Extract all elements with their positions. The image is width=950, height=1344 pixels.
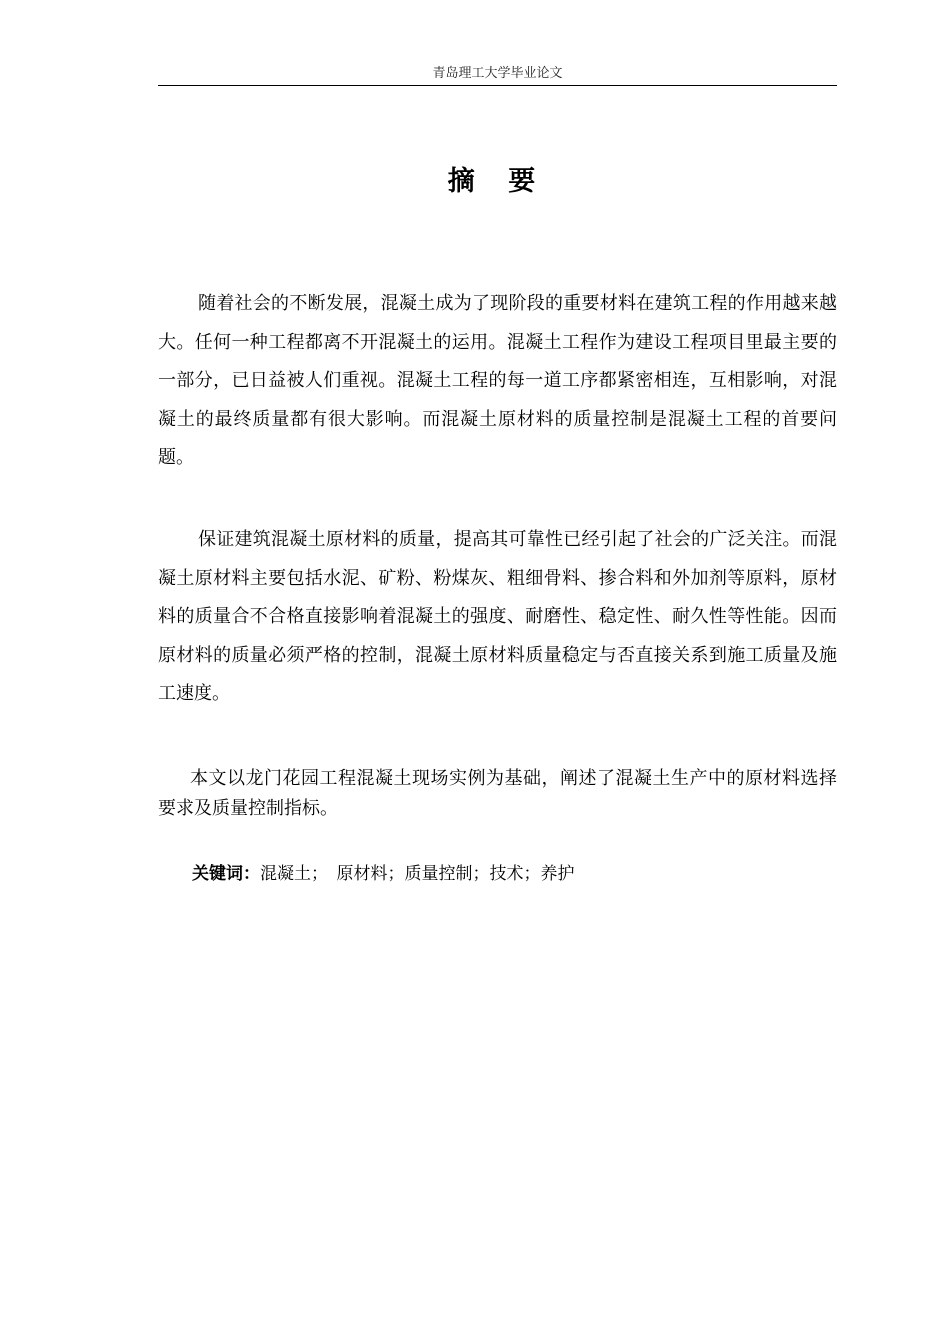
keywords-line	[192, 860, 837, 888]
running-header: 青岛理工大学毕业论文	[432, 66, 563, 81]
keywords-label: 关键词：	[192, 864, 260, 884]
abstract-title: 摘 要	[447, 166, 548, 197]
header-rule	[158, 85, 837, 86]
abstract-paragraph-1: 随着社会的不断发展，混凝土成为了现阶段的重要材料在建筑工程的作用越来越大。任何一种工程都离不开混凝土的运用。混凝土工程作为建设工程项目里最主要的一部分，已日益被人们重视。混凝土工程的每一道工序都紧密相连，互相影响，对混凝土的最终质量都有很大影响。而混凝土原材料的质量控制是混凝土工程的首要问题。	[158, 293, 837, 468]
abstract-paragraph-2: 保证建筑混凝土原材料的质量，提高其可靠性已经引起了社会的广泛关注。而混凝土原材料主要包括水泥、矿粉、粉煤灰、粗细骨料、掺合料和外加剂等原料，原材料的质量合不合格直接影响着混凝土的强度、耐磨性、稳定性、耐久性等性能。因而原材料的质量必须严格的控制，混凝土原材料质量稳定与否直接关系到施工质量及施工速度。	[158, 529, 837, 704]
keywords-list: 混凝土； 原材料；质量控制；技术；养护	[260, 864, 575, 884]
abstract-paragraph-3: 本文以龙门花园工程混凝土现场实例为基础，阐述了混凝土生产中的原材料选择要求及质量控制指标。	[158, 768, 837, 819]
